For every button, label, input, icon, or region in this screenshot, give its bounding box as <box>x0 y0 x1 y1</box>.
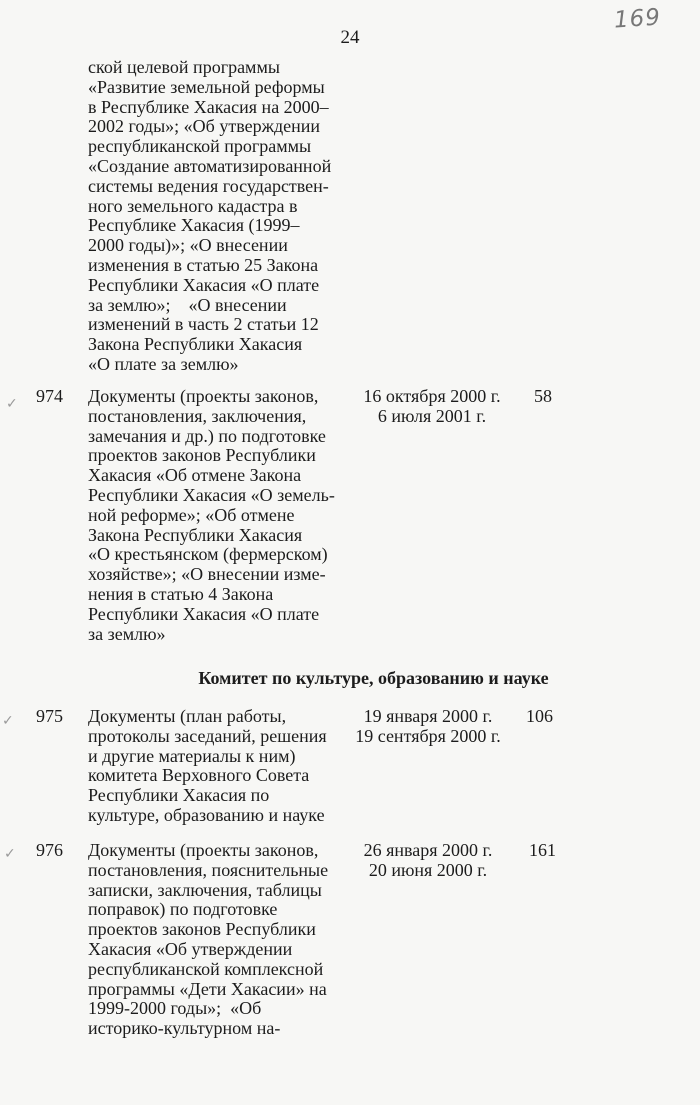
entry-dates: 16 октября 2000 г. 6 июля 2001 г. <box>363 386 501 426</box>
section-heading: Комитет по культуре, образованию и науке <box>198 668 549 688</box>
entry-title: Документы (план работы, протоколы заседаний, решения и другие материалы к ним) комитета Верховного Совета Республики Хакасия по культуре, образованию и науке <box>88 706 327 825</box>
entry-number: 975 <box>36 706 63 726</box>
entry-title: Документы (проекты законов, постановления, пояснительные записки, заключения, таблицы поправок) по подготовке проектов законов Республики Хакасия «Об утверждении республиканской комплексной программы «Дети Хакасии» на 1999-2000 годы»; «Об историко-культурном на- <box>88 840 329 1039</box>
entry-dates: 26 января 2000 г. 20 июня 2000 г. <box>363 840 493 880</box>
entry-number: 974 <box>36 386 63 406</box>
archive-sheet-number: 169 <box>613 4 662 34</box>
page-number: 24 <box>340 27 360 48</box>
check-mark-icon: ✓ <box>2 713 14 729</box>
entry-pages: 161 <box>529 840 556 860</box>
entry-number: 976 <box>36 840 63 860</box>
entry-dates: 19 января 2000 г. 19 сентября 2000 г. <box>355 706 501 746</box>
check-mark-icon: ✓ <box>6 396 18 412</box>
continuation-text: ской целевой программы «Развитие земельной реформы в Республике Хакасия на 2000– 2002 годы»; «Об утверждении республиканской программы «Создание автоматизированной системы ведения государствен- ного земельного кадастра в Республике Хакасия (1999– 2000 годы)»; «О внесении изменения в статью 25 Закона Республики Хакасия «О плате за землю»; «О внесении изменений в часть 2 статьи 12 Закона Республики Хакасия «О плате за землю» <box>88 57 332 374</box>
entry-pages: 58 <box>534 386 552 406</box>
entry-pages: 106 <box>526 706 553 726</box>
check-mark-icon: ✓ <box>4 846 16 862</box>
entry-title: Документы (проекты законов, постановления, заключения, замечания и др.) по подготовке проектов законов Республики Хакасия «Об отмене Закона Республики Хакасия «О земель- ной реформе»; «Об отмене Закона Республики Хакасия «О крестьянском (фермерском) хозяйстве»; «О внесении изме- нения в статью 4 Закона Республики Хакасия «О плате за землю» <box>88 386 335 644</box>
